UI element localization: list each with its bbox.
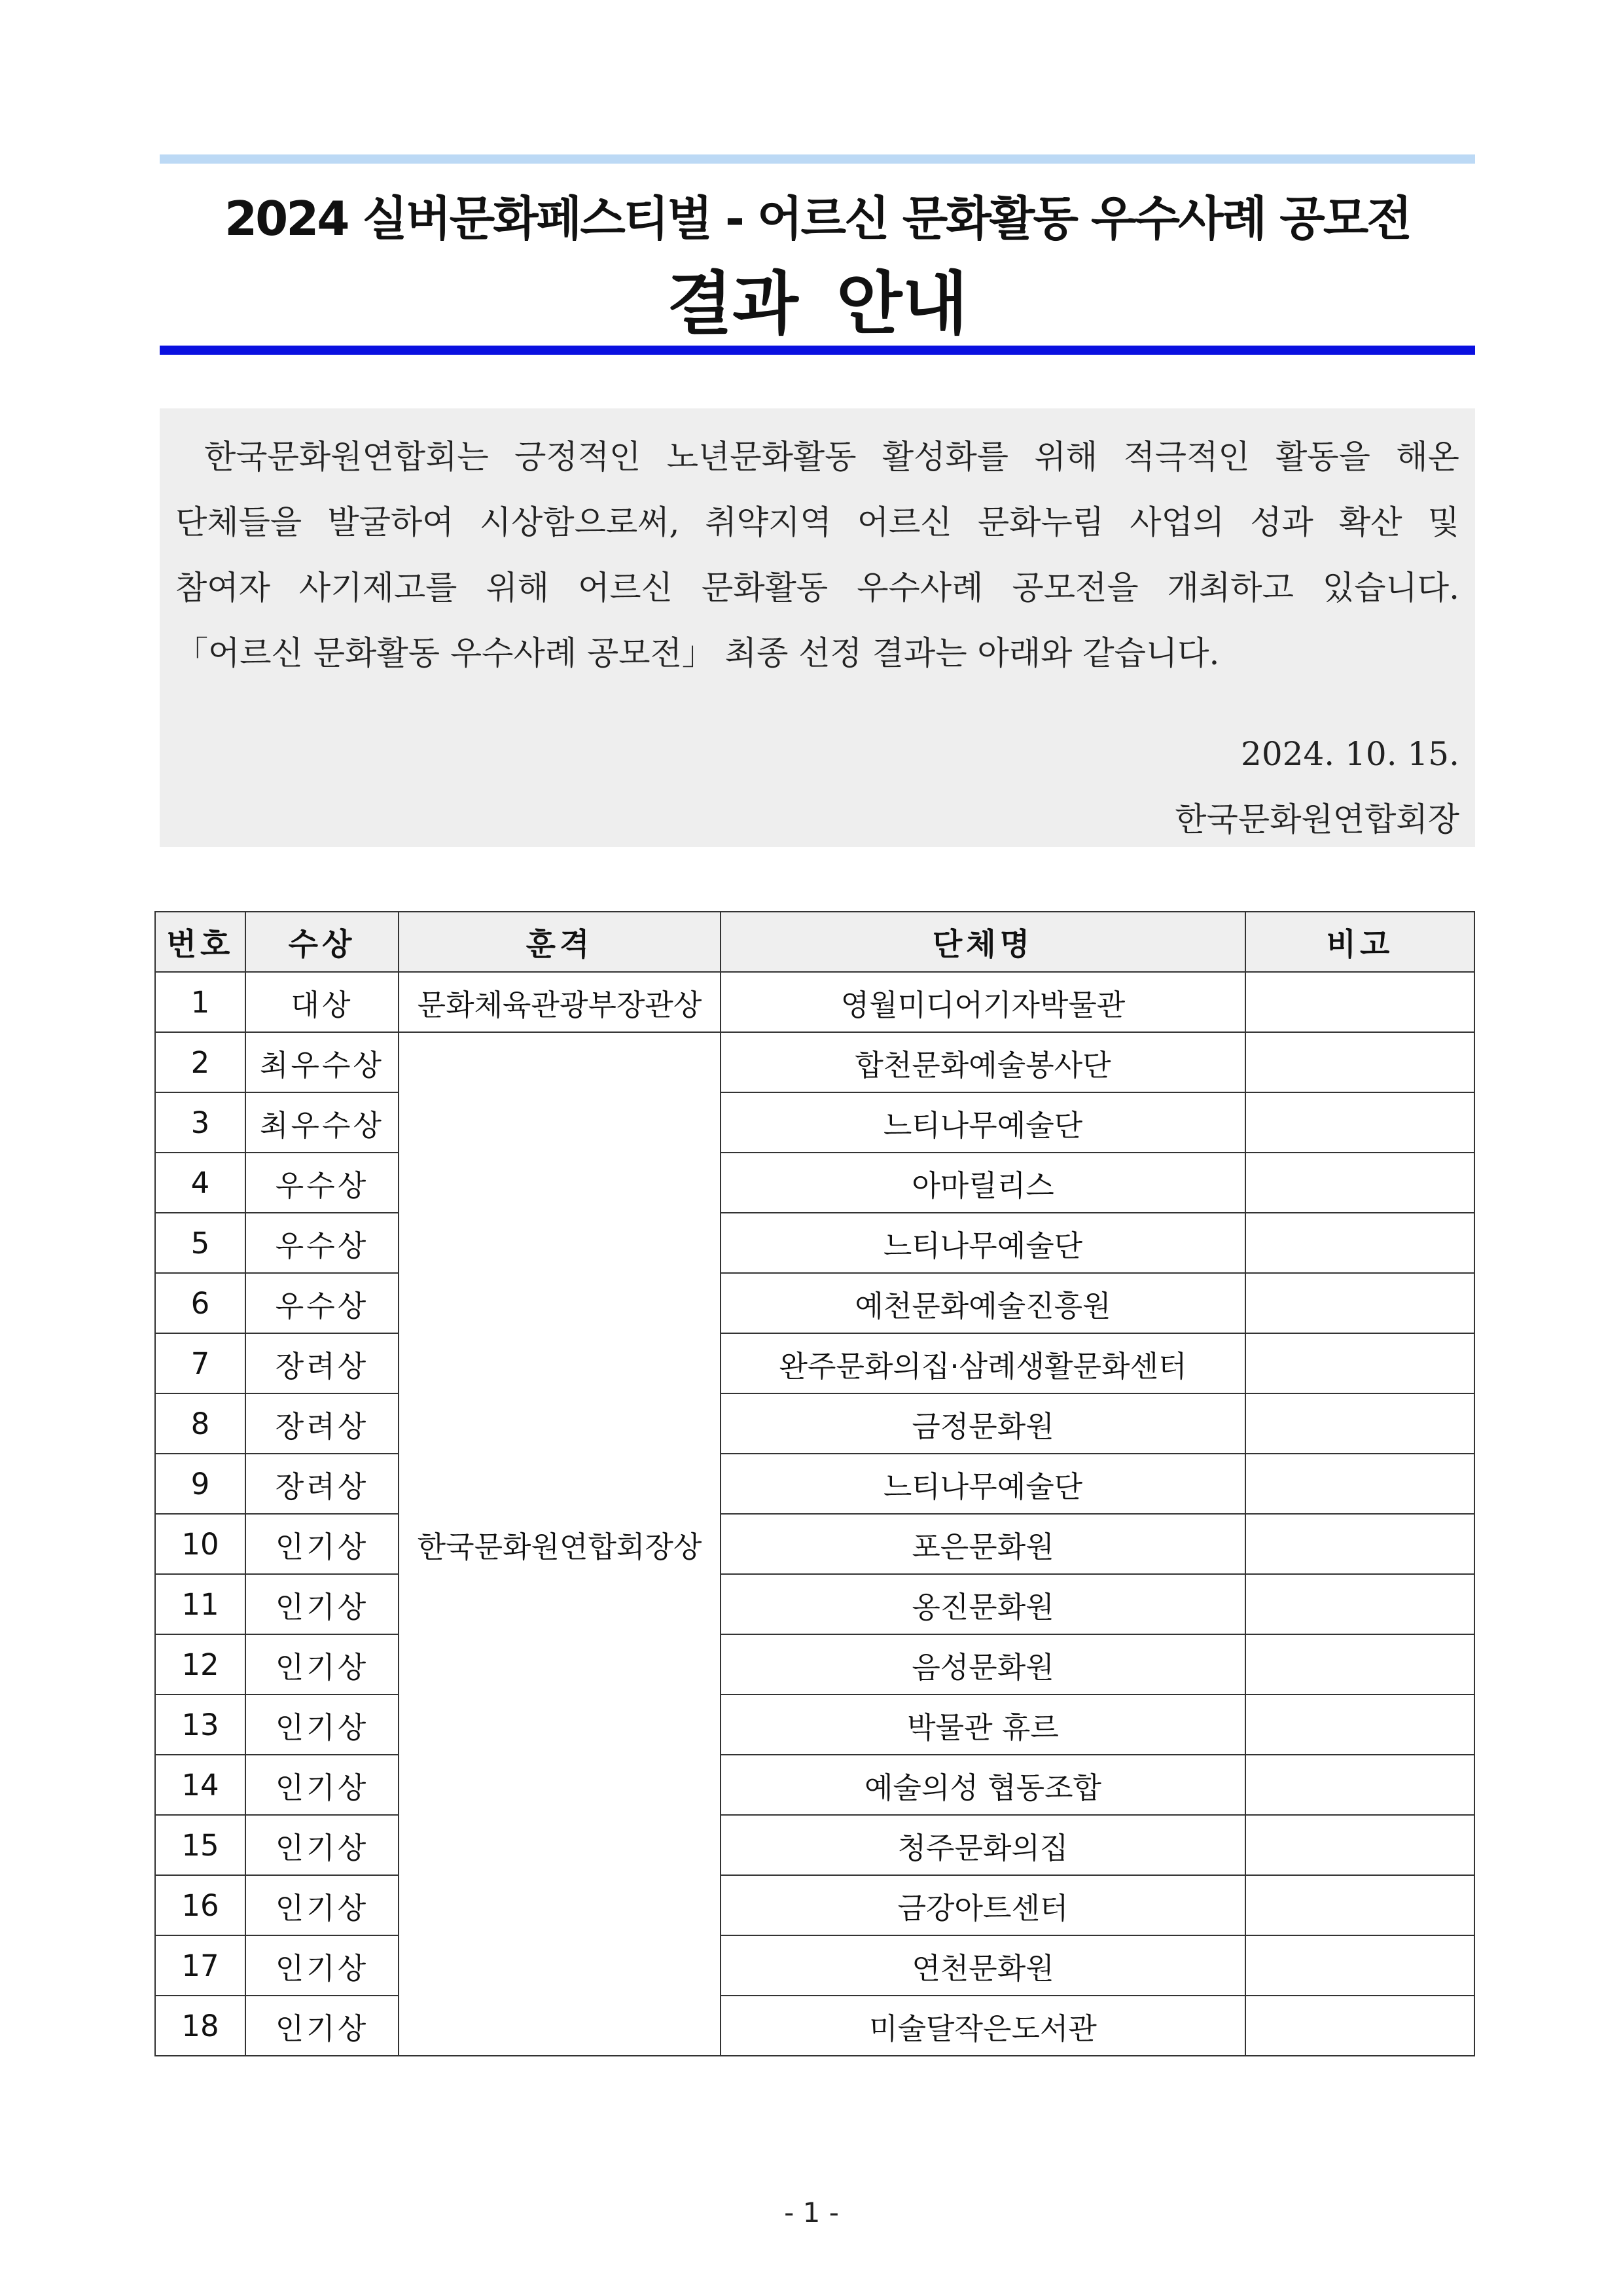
table-row	[155, 972, 1474, 1032]
cell-note	[1245, 1032, 1474, 1092]
cell-note	[1245, 1634, 1474, 1695]
cell-award: 최우수상	[245, 1032, 399, 1092]
cell-number: 4	[155, 1153, 245, 1213]
cell-organization: 느티나무예술단	[721, 1454, 1245, 1514]
table-header-row	[155, 912, 1474, 972]
table-row	[155, 1875, 1474, 1935]
notice-box	[160, 408, 1475, 847]
cell-award: 인기상	[245, 1996, 399, 2056]
cell-note	[1245, 1935, 1474, 1996]
cell-award: 인기상	[245, 1755, 399, 1815]
table-row	[155, 1996, 1474, 2056]
cell-award: 장려상	[245, 1454, 399, 1514]
notice-line: 참여자 사기제고를 위해 어르신 문화활동 우수사례 공모전을 개최하고 있습니다.	[175, 569, 1459, 607]
cell-number: 12	[155, 1634, 245, 1695]
cell-organization: 예술의성 협동조합	[721, 1755, 1245, 1815]
cell-number: 6	[155, 1273, 245, 1333]
header-rank: 훈격	[399, 912, 721, 972]
cell-award: 인기상	[245, 1514, 399, 1574]
cell-award: 우수상	[245, 1213, 399, 1273]
notice-line: 단체들을 발굴하여 시상함으로써, 취약지역 어르신 문화누림 사업의 성과 확산 및	[175, 503, 1459, 541]
cell-note	[1245, 1815, 1474, 1875]
cell-organization: 옹진문화원	[721, 1574, 1245, 1634]
title-bottom-rule	[160, 346, 1475, 355]
cell-award: 장려상	[245, 1393, 399, 1454]
cell-award: 최우수상	[245, 1092, 399, 1153]
cell-organization: 연천문화원	[721, 1935, 1245, 1996]
notice-paragraph	[175, 424, 1459, 686]
cell-number: 13	[155, 1695, 245, 1755]
cell-award: 인기상	[245, 1815, 399, 1875]
table-row	[155, 1032, 1474, 1092]
cell-organization: 포은문화원	[721, 1514, 1245, 1574]
table-row	[155, 1393, 1474, 1454]
table-row	[155, 1815, 1474, 1875]
page-title: 2024 실버문화페스티벌 - 어르신 문화활동 우수사례 공모전	[224, 191, 1410, 246]
cell-award: 인기상	[245, 1875, 399, 1935]
table-row	[155, 1092, 1474, 1153]
table-row	[155, 1333, 1474, 1393]
cell-number: 15	[155, 1815, 245, 1875]
table-row	[155, 1935, 1474, 1996]
results-table	[154, 911, 1475, 2056]
cell-organization: 합천문화예술봉사단	[721, 1032, 1245, 1092]
table-row	[155, 1755, 1474, 1815]
cell-number: 8	[155, 1393, 245, 1454]
cell-organization: 아마릴리스	[721, 1153, 1245, 1213]
cell-number: 5	[155, 1213, 245, 1273]
cell-note	[1245, 1153, 1474, 1213]
cell-organization: 금강아트센터	[721, 1875, 1245, 1935]
header-organization: 단체명	[721, 912, 1245, 972]
cell-organization: 영월미디어기자박물관	[721, 972, 1245, 1032]
cell-note	[1245, 1996, 1474, 2056]
cell-organization: 금정문화원	[721, 1393, 1245, 1454]
cell-rank: 문화체육관광부장관상	[399, 972, 721, 1032]
page-number: - 1 -	[784, 2197, 839, 2229]
cell-number: 16	[155, 1875, 245, 1935]
notice-line: 「어르신 문화활동 우수사례 공모전」 최종 선정 결과는 아래와 같습니다.	[175, 634, 1220, 672]
cell-number: 2	[155, 1032, 245, 1092]
cell-number: 3	[155, 1092, 245, 1153]
cell-number: 11	[155, 1574, 245, 1634]
cell-organization: 완주문화의집·삼례생활문화센터	[721, 1333, 1245, 1393]
cell-note	[1245, 1333, 1474, 1393]
cell-note	[1245, 1574, 1474, 1634]
cell-note	[1245, 1273, 1474, 1333]
cell-number: 14	[155, 1755, 245, 1815]
cell-note	[1245, 1875, 1474, 1935]
cell-organization: 예천문화예술진흥원	[721, 1273, 1245, 1333]
cell-note	[1245, 1092, 1474, 1153]
cell-award: 인기상	[245, 1634, 399, 1695]
cell-organization: 청주문화의집	[721, 1815, 1245, 1875]
cell-award: 인기상	[245, 1935, 399, 1996]
cell-number: 7	[155, 1333, 245, 1393]
header-award: 수상	[245, 912, 399, 972]
header-note: 비고	[1245, 912, 1474, 972]
cell-award: 대상	[245, 972, 399, 1032]
cell-note	[1245, 1695, 1474, 1755]
title-top-rule	[160, 154, 1475, 164]
table-row	[155, 1153, 1474, 1213]
cell-organization: 음성문화원	[721, 1634, 1245, 1695]
cell-note	[1245, 1393, 1474, 1454]
cell-award: 인기상	[245, 1695, 399, 1755]
cell-award: 장려상	[245, 1333, 399, 1393]
cell-note	[1245, 1514, 1474, 1574]
table-row	[155, 1514, 1474, 1574]
table-row	[155, 1695, 1474, 1755]
cell-organization: 느티나무예술단	[721, 1213, 1245, 1273]
cell-organization: 미술달작은도서관	[721, 1996, 1245, 2056]
notice-date: 2024. 10. 15.	[1241, 735, 1459, 773]
table-row	[155, 1213, 1474, 1273]
notice-signature: 한국문화원연합회장	[1175, 800, 1459, 838]
cell-organization: 박물관 휴르	[721, 1695, 1245, 1755]
cell-note	[1245, 1755, 1474, 1815]
header-number: 번호	[155, 912, 245, 972]
cell-number: 17	[155, 1935, 245, 1996]
notice-line: 한국문화원연합회는 긍정적인 노년문화활동 활성화를 위해 적극적인 활동을 해온	[204, 438, 1459, 476]
table-row	[155, 1273, 1474, 1333]
cell-award: 인기상	[245, 1574, 399, 1634]
cell-note	[1245, 972, 1474, 1032]
table-row	[155, 1574, 1474, 1634]
cell-note	[1245, 1213, 1474, 1273]
cell-number: 9	[155, 1454, 245, 1514]
page-subtitle: 결과 안내	[666, 264, 969, 344]
cell-number: 1	[155, 972, 245, 1032]
cell-organization: 느티나무예술단	[721, 1092, 1245, 1153]
cell-rank-merged: 한국문화원연합회장상	[399, 1032, 721, 2056]
table-row	[155, 1454, 1474, 1514]
table-row	[155, 1634, 1474, 1695]
cell-note	[1245, 1454, 1474, 1514]
cell-award: 우수상	[245, 1273, 399, 1333]
cell-number: 18	[155, 1996, 245, 2056]
cell-number: 10	[155, 1514, 245, 1574]
cell-award: 우수상	[245, 1153, 399, 1213]
